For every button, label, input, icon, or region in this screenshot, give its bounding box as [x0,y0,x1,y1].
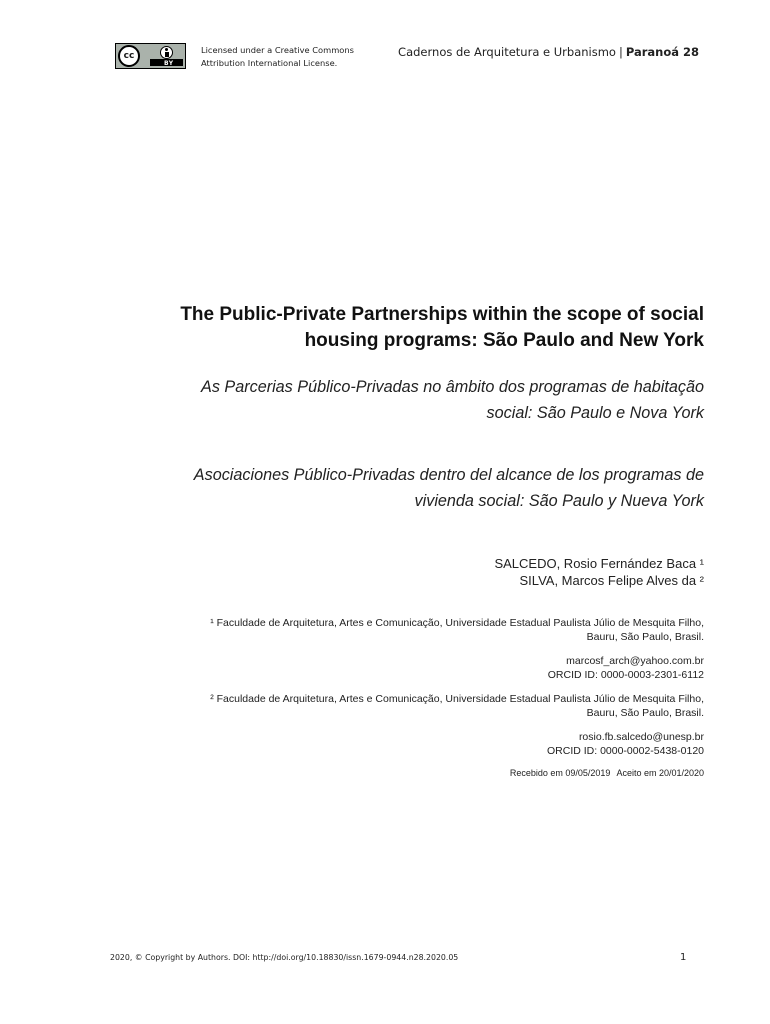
affiliation-2 [84,693,704,720]
by-label: BY [164,60,174,67]
license-statement [201,44,371,69]
author-email[interactable]: rosio.fb.salcedo@unesp.br [578,731,704,743]
article-title [104,302,704,354]
author-orcid: ORCID ID: 0000-0002-5438-0120 [546,744,704,757]
author-list [494,555,704,589]
license-line: Attribution International License. [201,57,338,68]
contact-1 [548,655,704,682]
subtitle-spanish [84,462,704,514]
subtitle-line: As Parcerias Público-Privadas no âmbito dos programas de habitação [201,378,704,396]
subtitle-line: vivienda social: São Paulo y Nueva York [414,492,704,510]
submission-dates [510,768,704,778]
subtitle-portuguese [84,374,704,426]
journal-header [398,45,699,59]
license-line: Licensed under a Creative Commons [201,45,354,55]
copyright-doi: 2020, © Copyright by Authors. DOI: http://doi.org/10.18830/issn.1679-0944.n28.2020.05 [110,953,459,962]
creative-commons-license-badge[interactable] [115,43,186,69]
title-line: The Public-Private Partnerships within the scope of social [180,304,704,325]
affiliation-line: Bauru, São Paulo, Brasil. [586,630,704,643]
affiliation-line: Bauru, São Paulo, Brasil. [586,706,704,719]
affiliation-line: ¹ Faculdade de Arquitetura, Artes e Comunicação, Universidade Estadual Paulista Júlio de Mesquita Filho, [210,617,704,629]
affiliation-1 [84,617,704,644]
cc-icon: cc [118,45,140,67]
author-email[interactable]: marcosf_arch@yahoo.com.br [566,655,704,667]
affiliation-line: ² Faculdade de Arquitetura, Artes e Comunicação, Universidade Estadual Paulista Júlio de Mesquita Filho, [210,693,704,705]
journal-name: Cadernos de Arquitetura e Urbanismo [398,45,616,59]
subtitle-line: Asociaciones Público-Privadas dentro del alcance de los programas de [193,466,704,484]
attribution-person-icon [160,46,173,59]
header-separator: | [618,45,623,59]
subtitle-line: social: São Paulo e Nova York [486,404,704,422]
accepted-date: Aceito em 20/01/2020 [616,768,704,778]
journal-issue: Paranoá 28 [625,45,699,59]
page-number: 1 [680,952,687,963]
author-name: SALCEDO, Rosio Fernández Baca ¹ [494,556,704,571]
received-date: Recebido em 09/05/2019 [509,768,611,778]
title-line: housing programs: São Paulo and New York [304,330,704,351]
author-name: SILVA, Marcos Felipe Alves da ² [519,573,704,588]
author-orcid: ORCID ID: 0000-0003-2301-6112 [547,668,704,681]
contact-2 [547,731,704,758]
